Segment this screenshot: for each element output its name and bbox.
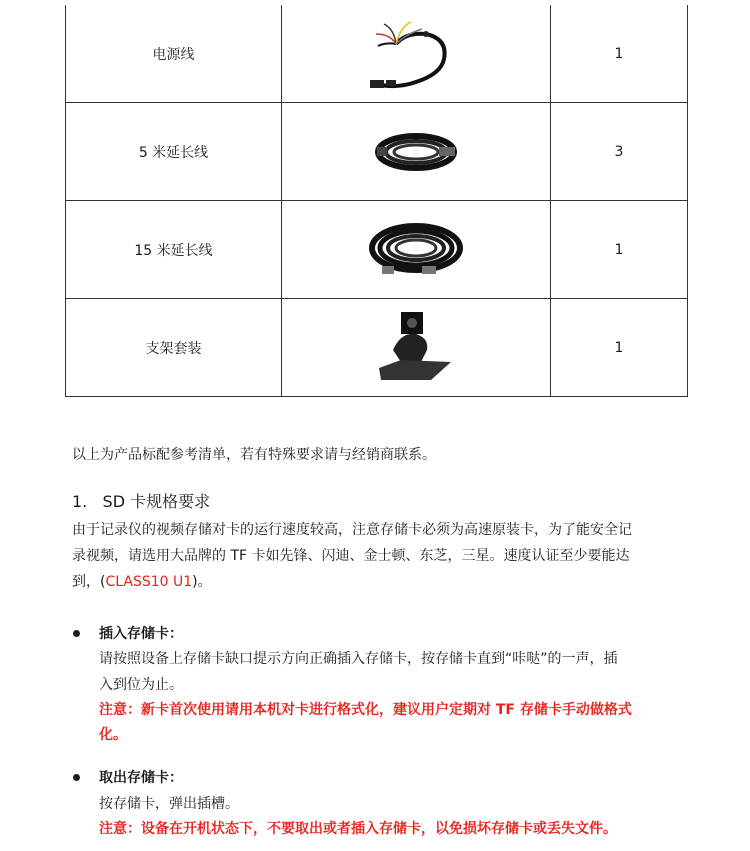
section-heading bbox=[72, 489, 210, 515]
class-spec: CLASS10 U1 bbox=[105, 574, 193, 590]
section-title: SD 卡规格要求 bbox=[102, 492, 211, 511]
insert-card-warning: 注意：新卡首次使用请用本机对卡进行格式化，建议用户定期对 TF 存储卡手动做格式 bbox=[99, 702, 632, 718]
insert-card-title: 插入存储卡： bbox=[99, 626, 183, 642]
item-quantity: 1 bbox=[551, 5, 688, 103]
accessory-table bbox=[65, 5, 688, 397]
item-name: 5 米延长线 bbox=[66, 103, 282, 201]
insert-card-text: 请按照设备上存储卡缺口提示方向正确插入存储卡，按存储卡直到“咔哒”的一声，插 bbox=[99, 651, 618, 667]
section-body-line: 录视频，请选用大品牌的 TF 卡如先锋、闪迪、金士顿、东芝，三星。速度认证至少要能达 bbox=[72, 548, 630, 564]
item-name: 15 米延长线 bbox=[66, 201, 282, 299]
table-row bbox=[66, 103, 688, 201]
remove-card-title: 取出存储卡： bbox=[99, 770, 183, 786]
section-number: 1. bbox=[72, 492, 88, 511]
table-row bbox=[66, 5, 688, 103]
body-text: )。 bbox=[192, 574, 212, 590]
bullet-icon bbox=[73, 630, 80, 637]
insert-card-warning: 化。 bbox=[99, 727, 127, 743]
camera-bracket-icon bbox=[282, 299, 551, 397]
remove-card-text: 按存储卡，弹出插槽。 bbox=[99, 796, 239, 812]
coiled-cable-icon bbox=[282, 103, 551, 201]
table-row bbox=[66, 201, 688, 299]
section-body-line bbox=[72, 569, 212, 595]
packing-note: 以上为产品标配参考清单，若有特殊要求请与经销商联系。 bbox=[72, 447, 436, 463]
power-cable-icon bbox=[282, 5, 551, 103]
item-name: 电源线 bbox=[66, 5, 282, 103]
large-coiled-cable-icon bbox=[282, 201, 551, 299]
table-row bbox=[66, 299, 688, 397]
remove-card-warning: 注意：设备在开机状态下，不要取出或者插入存储卡，以免损坏存储卡或丢失文件。 bbox=[99, 821, 617, 837]
section-body-line: 由于记录仪的视频存储对卡的运行速度较高，注意存储卡必须为高速原装卡，为了能安全记 bbox=[72, 522, 632, 538]
item-quantity: 1 bbox=[551, 201, 688, 299]
item-name: 支架套装 bbox=[66, 299, 282, 397]
body-text: 到，( bbox=[72, 574, 106, 590]
item-quantity: 1 bbox=[551, 299, 688, 397]
insert-card-text: 入到位为止。 bbox=[99, 677, 183, 693]
bullet-icon bbox=[73, 774, 80, 781]
item-quantity: 3 bbox=[551, 103, 688, 201]
